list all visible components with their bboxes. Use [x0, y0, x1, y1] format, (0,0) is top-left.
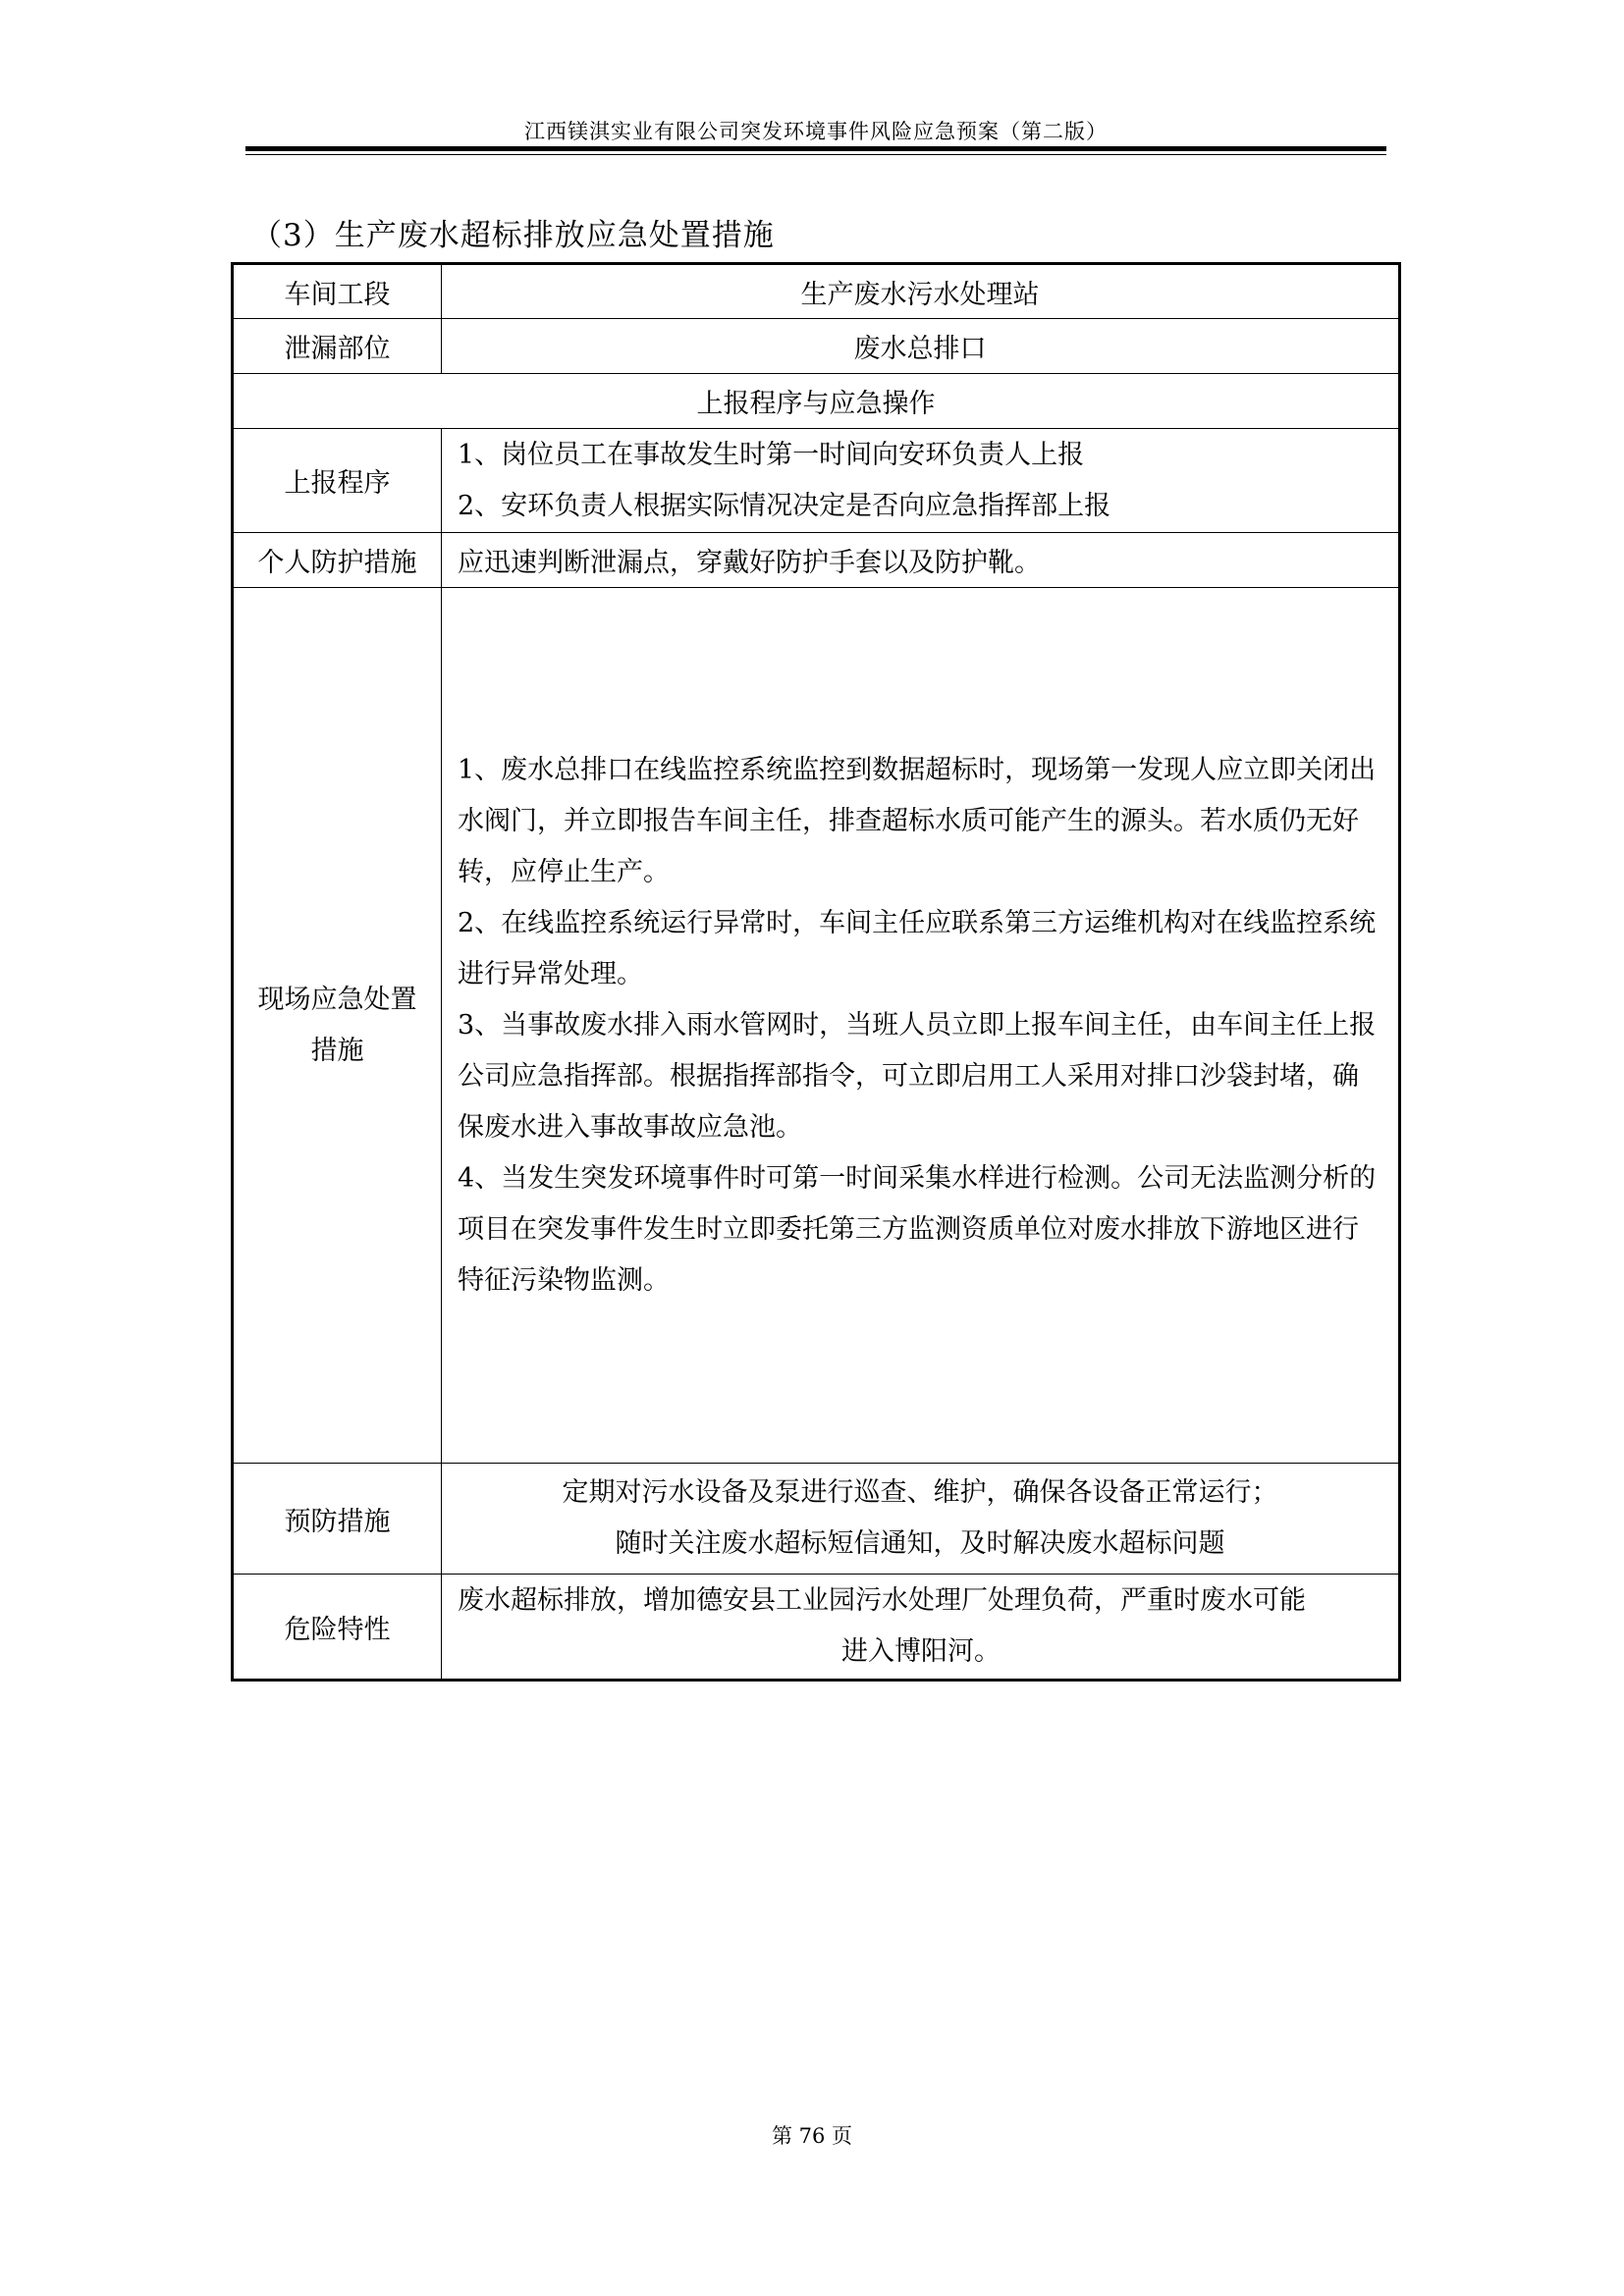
measure-paragraph: 3、当事故废水排入雨水管网时，当班人员立即上报车间主任，由车间主任上报公司应急指挥部。根据指挥部指令，可立即启用工人采用对排口沙袋封堵，确保废水进入事故事故应急池。 — [458, 1009, 1377, 1143]
personal-protection-value: 应迅速判断泄漏点，穿戴好防护手套以及防护靴。 — [442, 533, 1400, 588]
report-procedure-value — [442, 429, 1400, 533]
prevention-line: 定期对污水设备及泵进行巡查、维护，确保各设备正常运行； — [562, 1477, 1278, 1508]
measure-paragraph: 1、废水总排口在线监控系统监控到数据超标时，现场第一发现人应立即关闭出水阀门，并立即报告车间主任，排查超标水质可能产生的源头。若水质仍无好转，应停止生产。 — [458, 754, 1377, 887]
workshop-label: 车间工段 — [233, 264, 442, 319]
header-rule-thin — [245, 154, 1386, 155]
report-procedure-line: 1、岗位员工在事故发生时第一时间向安环负责人上报 — [458, 439, 1085, 470]
group-heading: 上报程序与应急操作 — [233, 374, 1400, 429]
table-row-workshop — [233, 264, 1400, 319]
header-rule — [245, 146, 1386, 151]
personal-protection-label: 个人防护措施 — [233, 533, 442, 588]
workshop-value: 生产废水污水处理站 — [442, 264, 1400, 319]
leak-location-value: 废水总排口 — [442, 319, 1400, 374]
document-header-title: 江西镁淇实业有限公司突发环境事件风险应急预案（第二版） — [524, 120, 1108, 143]
table-row-onsite-measures — [233, 588, 1400, 1464]
hazard-line: 废水超标排放，增加德安县工业园污水处理厂处理负荷，严重时废水可能 — [458, 1585, 1306, 1616]
table-row-group-heading — [233, 374, 1400, 429]
emergency-measures-table — [231, 262, 1401, 1682]
measure-paragraph: 2、在线监控系统运行异常时，车间主任应联系第三方运维机构对在线监控系统进行异常处理。 — [458, 907, 1377, 989]
prevention-line: 随时关注废水超标短信通知，及时解决废水超标问题 — [615, 1528, 1225, 1559]
onsite-measures-label — [233, 588, 442, 1464]
table-row-hazard — [233, 1575, 1400, 1681]
hazard-value — [442, 1575, 1400, 1681]
table-row-leak-location — [233, 319, 1400, 374]
onsite-measures-label-line: 现场应急处置 — [257, 984, 417, 1015]
leak-location-label: 泄漏部位 — [233, 319, 442, 374]
section-title: （3）生产废水超标排放应急处置措施 — [251, 218, 775, 253]
page-number: 第 76 页 — [771, 2124, 853, 2148]
report-procedure-label: 上报程序 — [233, 429, 442, 533]
report-procedure-line: 2、安环负责人根据实际情况决定是否向应急指挥部上报 — [458, 490, 1111, 521]
prevention-value — [442, 1464, 1400, 1575]
table-row-report-procedure — [233, 429, 1400, 533]
onsite-measures-label-line: 措施 — [310, 1035, 364, 1066]
prevention-label: 预防措施 — [233, 1464, 442, 1575]
hazard-line: 进入博阳河。 — [841, 1636, 1001, 1667]
table-row-prevention — [233, 1464, 1400, 1575]
onsite-measures-value — [442, 588, 1400, 1464]
table-row-personal-protection — [233, 533, 1400, 588]
hazard-label: 危险特性 — [233, 1575, 442, 1681]
measure-paragraph: 4、当发生突发环境事件时可第一时间采集水样进行检测。公司无法监测分析的项目在突发事件发生时立即委托第三方监测资质单位对废水排放下游地区进行特征污染物监测。 — [458, 1162, 1377, 1296]
